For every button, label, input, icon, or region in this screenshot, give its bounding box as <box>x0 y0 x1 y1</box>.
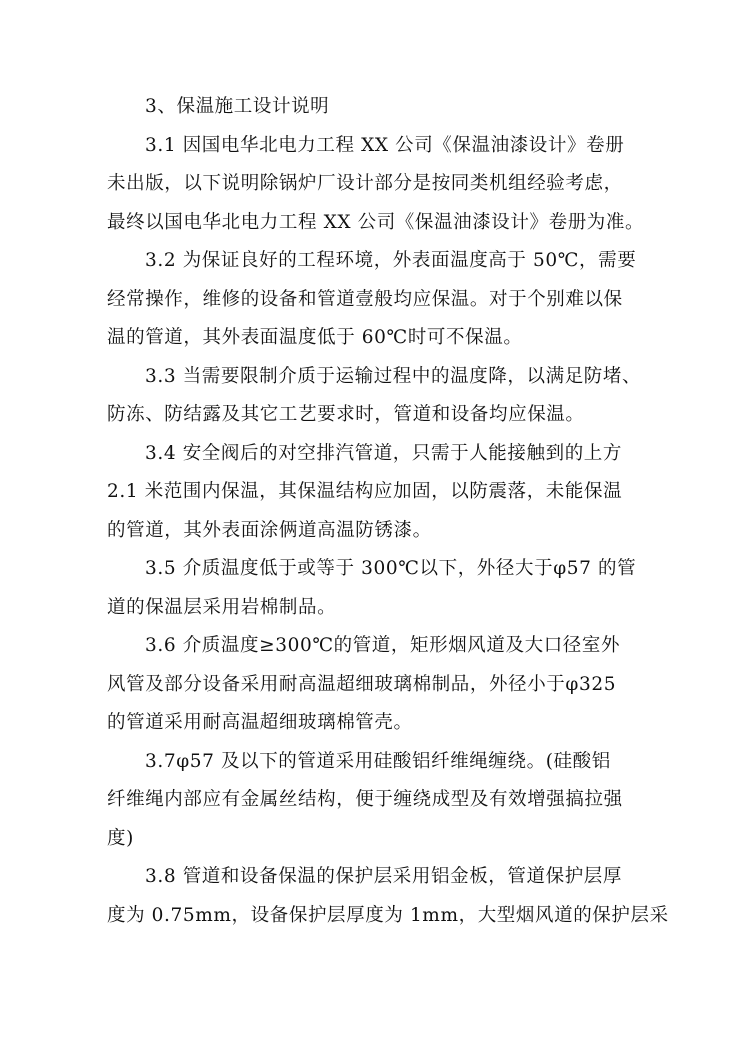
paragraph-3-2 <box>107 242 639 358</box>
paragraph-3-6 <box>107 627 639 743</box>
paragraph-line: 3.5 介质温度低于或等于 300℃以下，外径大于φ57 的管 <box>145 558 637 579</box>
paragraph-line: 最终以国电华北电力工程 XX 公司《保温油漆设计》卷册为准。 <box>107 211 645 233</box>
paragraph-line: 3.6 介质温度≥300℃的管道，矩形烟风道及大口径室外 <box>145 635 621 656</box>
paragraph-3-7 <box>107 743 639 859</box>
paragraph-line: 的管道采用耐高温超细玻璃棉管壳。 <box>107 712 413 733</box>
paragraph-line: 温的管道，其外表面温度低于 60℃时可不保温。 <box>107 327 523 348</box>
paragraph-line: 3.1 因国电华北电力工程 XX 公司《保温油漆设计》卷册 <box>145 134 625 156</box>
paragraph-3-4 <box>107 435 639 551</box>
paragraph-line: 纤维绳内部应有金属丝结构，便于缠绕成型及有效增强搞拉强 <box>107 789 623 810</box>
paragraph-line: 3.7φ57 及以下的管道采用硅酸铝纤维绳缠绕。(硅酸铝 <box>145 750 611 772</box>
paragraph-line: 3.2 为保证良好的工程环境，外表面温度高于 50℃，需要 <box>145 250 637 271</box>
paragraph-line: 3.4 安全阀后的对空排汽管道，只需于人能接触到的上方 <box>145 442 623 464</box>
paragraph-3-1 <box>107 127 645 243</box>
section-heading: 3、保温施工设计说明 <box>145 96 330 117</box>
paragraph-3-8 <box>107 858 669 935</box>
paragraph-line: 未出版，以下说明除锅炉厂设计部分是按同类机组经验考虑， <box>107 173 623 194</box>
paragraph-3-5 <box>107 550 639 627</box>
paragraph-line: 度) <box>107 827 134 849</box>
paragraph-line: 3.3 当需要限制介质于运输过程中的温度降，以满足防堵、 <box>145 365 642 387</box>
paragraph-line: 2.1 米范围内保温，其保温结构应加固，以防震落，未能保温 <box>107 481 623 502</box>
paragraph-line: 3.8 管道和设备保温的保护层采用铝金板，管道保护层厚 <box>145 866 623 887</box>
paragraph-3-3 <box>107 358 642 435</box>
paragraph-line: 经常操作，维修的设备和管道壹般均应保温。对于个别难以保 <box>107 288 623 310</box>
paragraph-line: 的管道，其外表面涂俩道高温防锈漆。 <box>107 519 432 541</box>
document-body <box>107 88 669 935</box>
paragraph-line: 道的保温层采用岩棉制品。 <box>107 596 337 618</box>
paragraph-line: 风管及部分设备采用耐高温超细玻璃棉制品，外径小于φ325 <box>107 673 617 695</box>
paragraph-line: 防冻、防结露及其它工艺要求时，管道和设备均应保温。 <box>107 404 585 425</box>
paragraph-line: 度为 0.75mm，设备保护层厚度为 1mm，大型烟风道的保护层采 <box>107 904 669 926</box>
